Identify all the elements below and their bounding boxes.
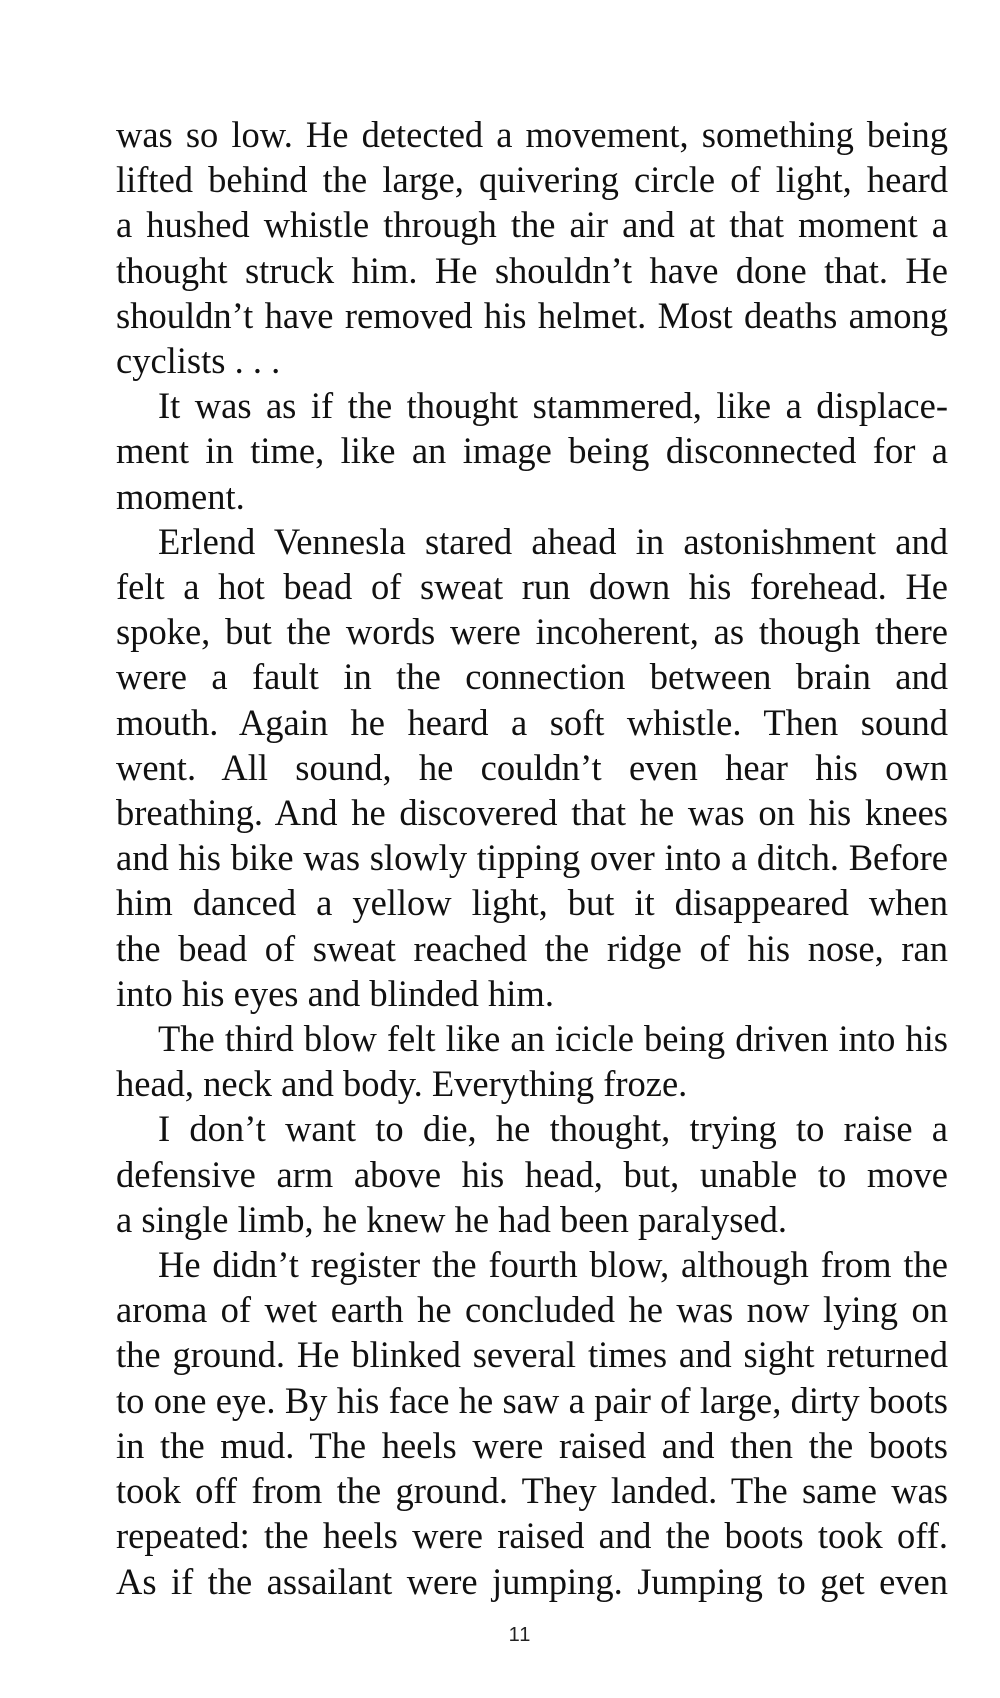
text-line: took off from the ground. They landed. The same was bbox=[116, 1470, 948, 1512]
text-line: defensive arm above his head, but, unable to move bbox=[116, 1153, 948, 1195]
text-line: the ground. He blinked several times and sight returned bbox=[116, 1334, 948, 1376]
text-line: a single limb, he knew he had been paralysed. bbox=[116, 1198, 787, 1240]
text-line: a hushed whistle through the air and at that moment a bbox=[116, 204, 948, 246]
text-line: to one eye. By his face he saw a pair of large, dirty boots bbox=[116, 1379, 948, 1421]
text-line: The third blow felt like an icicle being driven into his bbox=[158, 1018, 948, 1060]
text-line: mouth. Again he heard a soft whistle. Then sound bbox=[116, 701, 948, 743]
text-line: thought struck him. He shouldn’t have done that. He bbox=[116, 249, 948, 291]
text-line: felt a hot bead of sweat run down his forehead. He bbox=[116, 566, 948, 608]
text-line: went. All sound, he couldn’t even hear his own bbox=[116, 746, 948, 788]
text-line: As if the assailant were jumping. Jumping to get even bbox=[116, 1560, 948, 1602]
text-line: It was as if the thought stammered, like a displace- bbox=[158, 385, 948, 427]
text-line: spoke, but the words were incoherent, as though there bbox=[116, 611, 948, 653]
text-line: I don’t want to die, he thought, trying to raise a bbox=[158, 1108, 948, 1150]
text-line: were a fault in the connection between brain and bbox=[116, 656, 948, 698]
text-line: cyclists . . . bbox=[116, 340, 281, 382]
text-line: ment in time, like an image being disconnected for a bbox=[116, 430, 948, 472]
text-line: shouldn’t have removed his helmet. Most deaths among bbox=[116, 294, 948, 336]
text-line: and his bike was slowly tipping over into a ditch. Before bbox=[116, 837, 948, 879]
text-line: was so low. He detected a movement, something being bbox=[116, 114, 948, 155]
text-line: breathing. And he discovered that he was on his knees bbox=[116, 792, 948, 834]
text-line: aroma of wet earth he concluded he was now lying on bbox=[116, 1289, 948, 1331]
text-line: head, neck and body. Everything froze. bbox=[116, 1063, 688, 1105]
text-line: Erlend Vennesla stared ahead in astonishment and bbox=[158, 520, 948, 562]
text-line: him danced a yellow light, but it disappeared when bbox=[116, 882, 948, 924]
text-line: into his eyes and blinded him. bbox=[116, 972, 554, 1014]
body-text bbox=[116, 112, 948, 1604]
text-line: repeated: the heels were raised and the boots took off. bbox=[116, 1515, 948, 1557]
text-line: the bead of sweat reached the ridge of his nose, ran bbox=[116, 927, 948, 969]
text-line: He didn’t register the fourth blow, although from the bbox=[158, 1244, 948, 1286]
text-line: lifted behind the large, quivering circle of light, heard bbox=[116, 159, 948, 201]
text-line: moment. bbox=[116, 475, 245, 517]
text-line: in the mud. The heels were raised and then the boots bbox=[116, 1424, 948, 1466]
page-number: 11 bbox=[508, 1624, 532, 1646]
